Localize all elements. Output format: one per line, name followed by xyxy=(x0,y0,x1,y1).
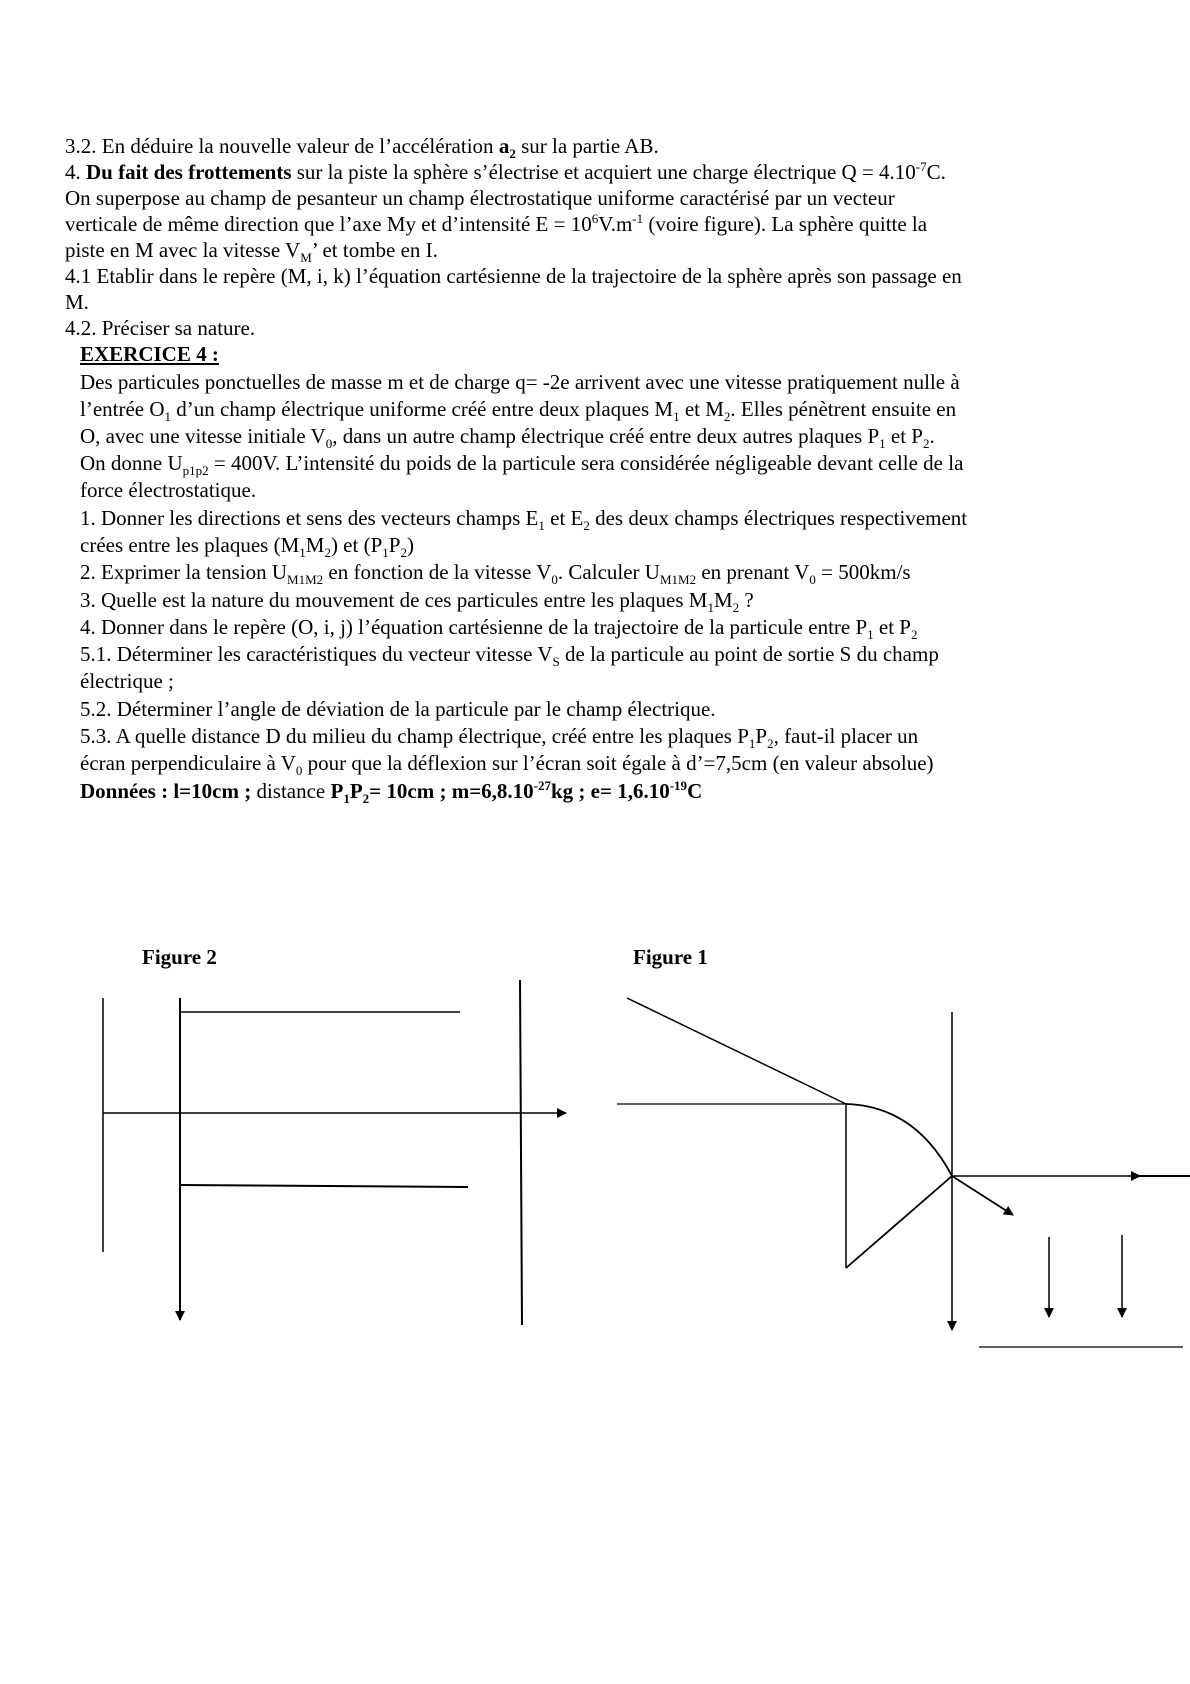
question-4-line4: piste en M avec la vitesse $V_M$’ et tombe en I. xyxy=(65,238,438,266)
figure-2-title: Figure 2 xyxy=(142,945,217,969)
question-2: 2. Exprimer la tension $U_{M1M2}$ en fonction de la vitesse $V_0$. Calculer $U_{M1M2}$ en prenant $V_0 = 500km/s$ xyxy=(80,560,911,588)
intro-line4: On donne $U_{p1p2} = 400V$. L’intensité du poids de la particule sera considérée négligeable devant celle de la xyxy=(80,451,964,479)
figure-1-title: Figure 1 xyxy=(633,945,708,969)
text: 3.2. En déduire la nouvelle valeur de l’accélération xyxy=(65,134,499,158)
question-3: 3. Quelle est la nature du mouvement de ces particules entre les plaques $M_1M_2$ ? xyxy=(80,588,754,616)
intro-line2: l’entrée $O_1$ d’un champ électrique uniforme créé entre deux plaques $M_1$ et $M_2$. Elles pénètrent ensuite en xyxy=(80,397,957,425)
question-4-1: 4.1 Etablir dans le repère (M, i, k) l’équation cartésienne de la trajectoire de la sphère après son passage en xyxy=(65,264,962,288)
question-5-3: 5.3. A quelle distance D du milieu du champ électrique, créé entre les plaques $P_1P_2$, faut-il placer un xyxy=(80,724,919,752)
circular-track xyxy=(846,1104,952,1176)
question-5-3-line2: écran perpendiculaire à $V_0$ pour que la déflexion sur l’écran soit égale à d’=7,5cm (en valeur absolue) xyxy=(80,751,934,779)
plate-p2 xyxy=(180,1185,468,1187)
data-line: Données : l=10cm ; distance $P_1P_2= 10cm$ ; $m=6,8.10^{-27}kg$ ; $e= 1,6.10^{-19}C$ xyxy=(80,778,703,807)
screen xyxy=(520,980,522,1325)
question-4-line3: verticale de même direction que l’axe My et d’intensité $E = 10^6V.m^{-1}$ (voire figure). La sphère quitte la xyxy=(65,211,928,236)
bold-phrase: Du fait des frottements xyxy=(86,160,292,184)
question-4-line2: On superpose au champ de pesanteur un champ électrostatique uniforme caractérisé par un vecteur xyxy=(65,186,895,210)
question-4: 4. Du fait des frottements sur la piste la sphère s’électrise et acquiert une charge électrique $Q = 4.10^{-7}C$. xyxy=(65,159,946,184)
accel-symbol: $a_2$ xyxy=(498,134,516,162)
exercise-title: EXERCICE 4 : xyxy=(80,342,219,366)
intro-line5: force électrostatique. xyxy=(80,478,257,502)
text: sur la partie AB. xyxy=(515,134,659,158)
question-4-2: 4.2. Préciser sa nature. xyxy=(65,316,256,340)
incline xyxy=(627,998,846,1104)
velocity-vector xyxy=(952,1176,1013,1215)
question-5-2: 5.2. Déterminer l’angle de déviation de la particule par le champ électrique. xyxy=(80,697,716,721)
question-1: 1. Donner les directions et sens des vecteurs champs $E_1$ et $E_2$ des deux champs électriques respectivement xyxy=(80,506,968,534)
radius-line xyxy=(846,1176,952,1268)
question-5-1: 5.1. Déterminer les caractéristiques du vecteur vitesse $V_S$ de la particule au point de sortie S du champ xyxy=(80,642,939,670)
question-4-traj: 4. Donner dans le repère (O, i, j) l’équation cartésienne de la trajectoire de la particule entre $P_1$ et $P_2$ xyxy=(80,615,918,643)
figure-1-diagram xyxy=(617,998,1190,1347)
question-4-1-line2: M. xyxy=(65,290,89,314)
intro-line3: O, avec une vitesse initiale $V_0$, dans un autre champ électrique créé entre deux autres plaques $P_1$ et $P_2$. xyxy=(80,424,935,452)
question-1-line2: crées entre les plaques $(M_1M_2)$ et $(P_1P_2)$ xyxy=(80,533,414,561)
question-5-1-line2: électrique ; xyxy=(80,669,174,693)
intro-line1: Des particules ponctuelles de masse m et de charge q= -2e arrivent avec une vitesse pratiquement nulle à xyxy=(80,370,960,394)
figure-2-diagram xyxy=(103,980,566,1325)
